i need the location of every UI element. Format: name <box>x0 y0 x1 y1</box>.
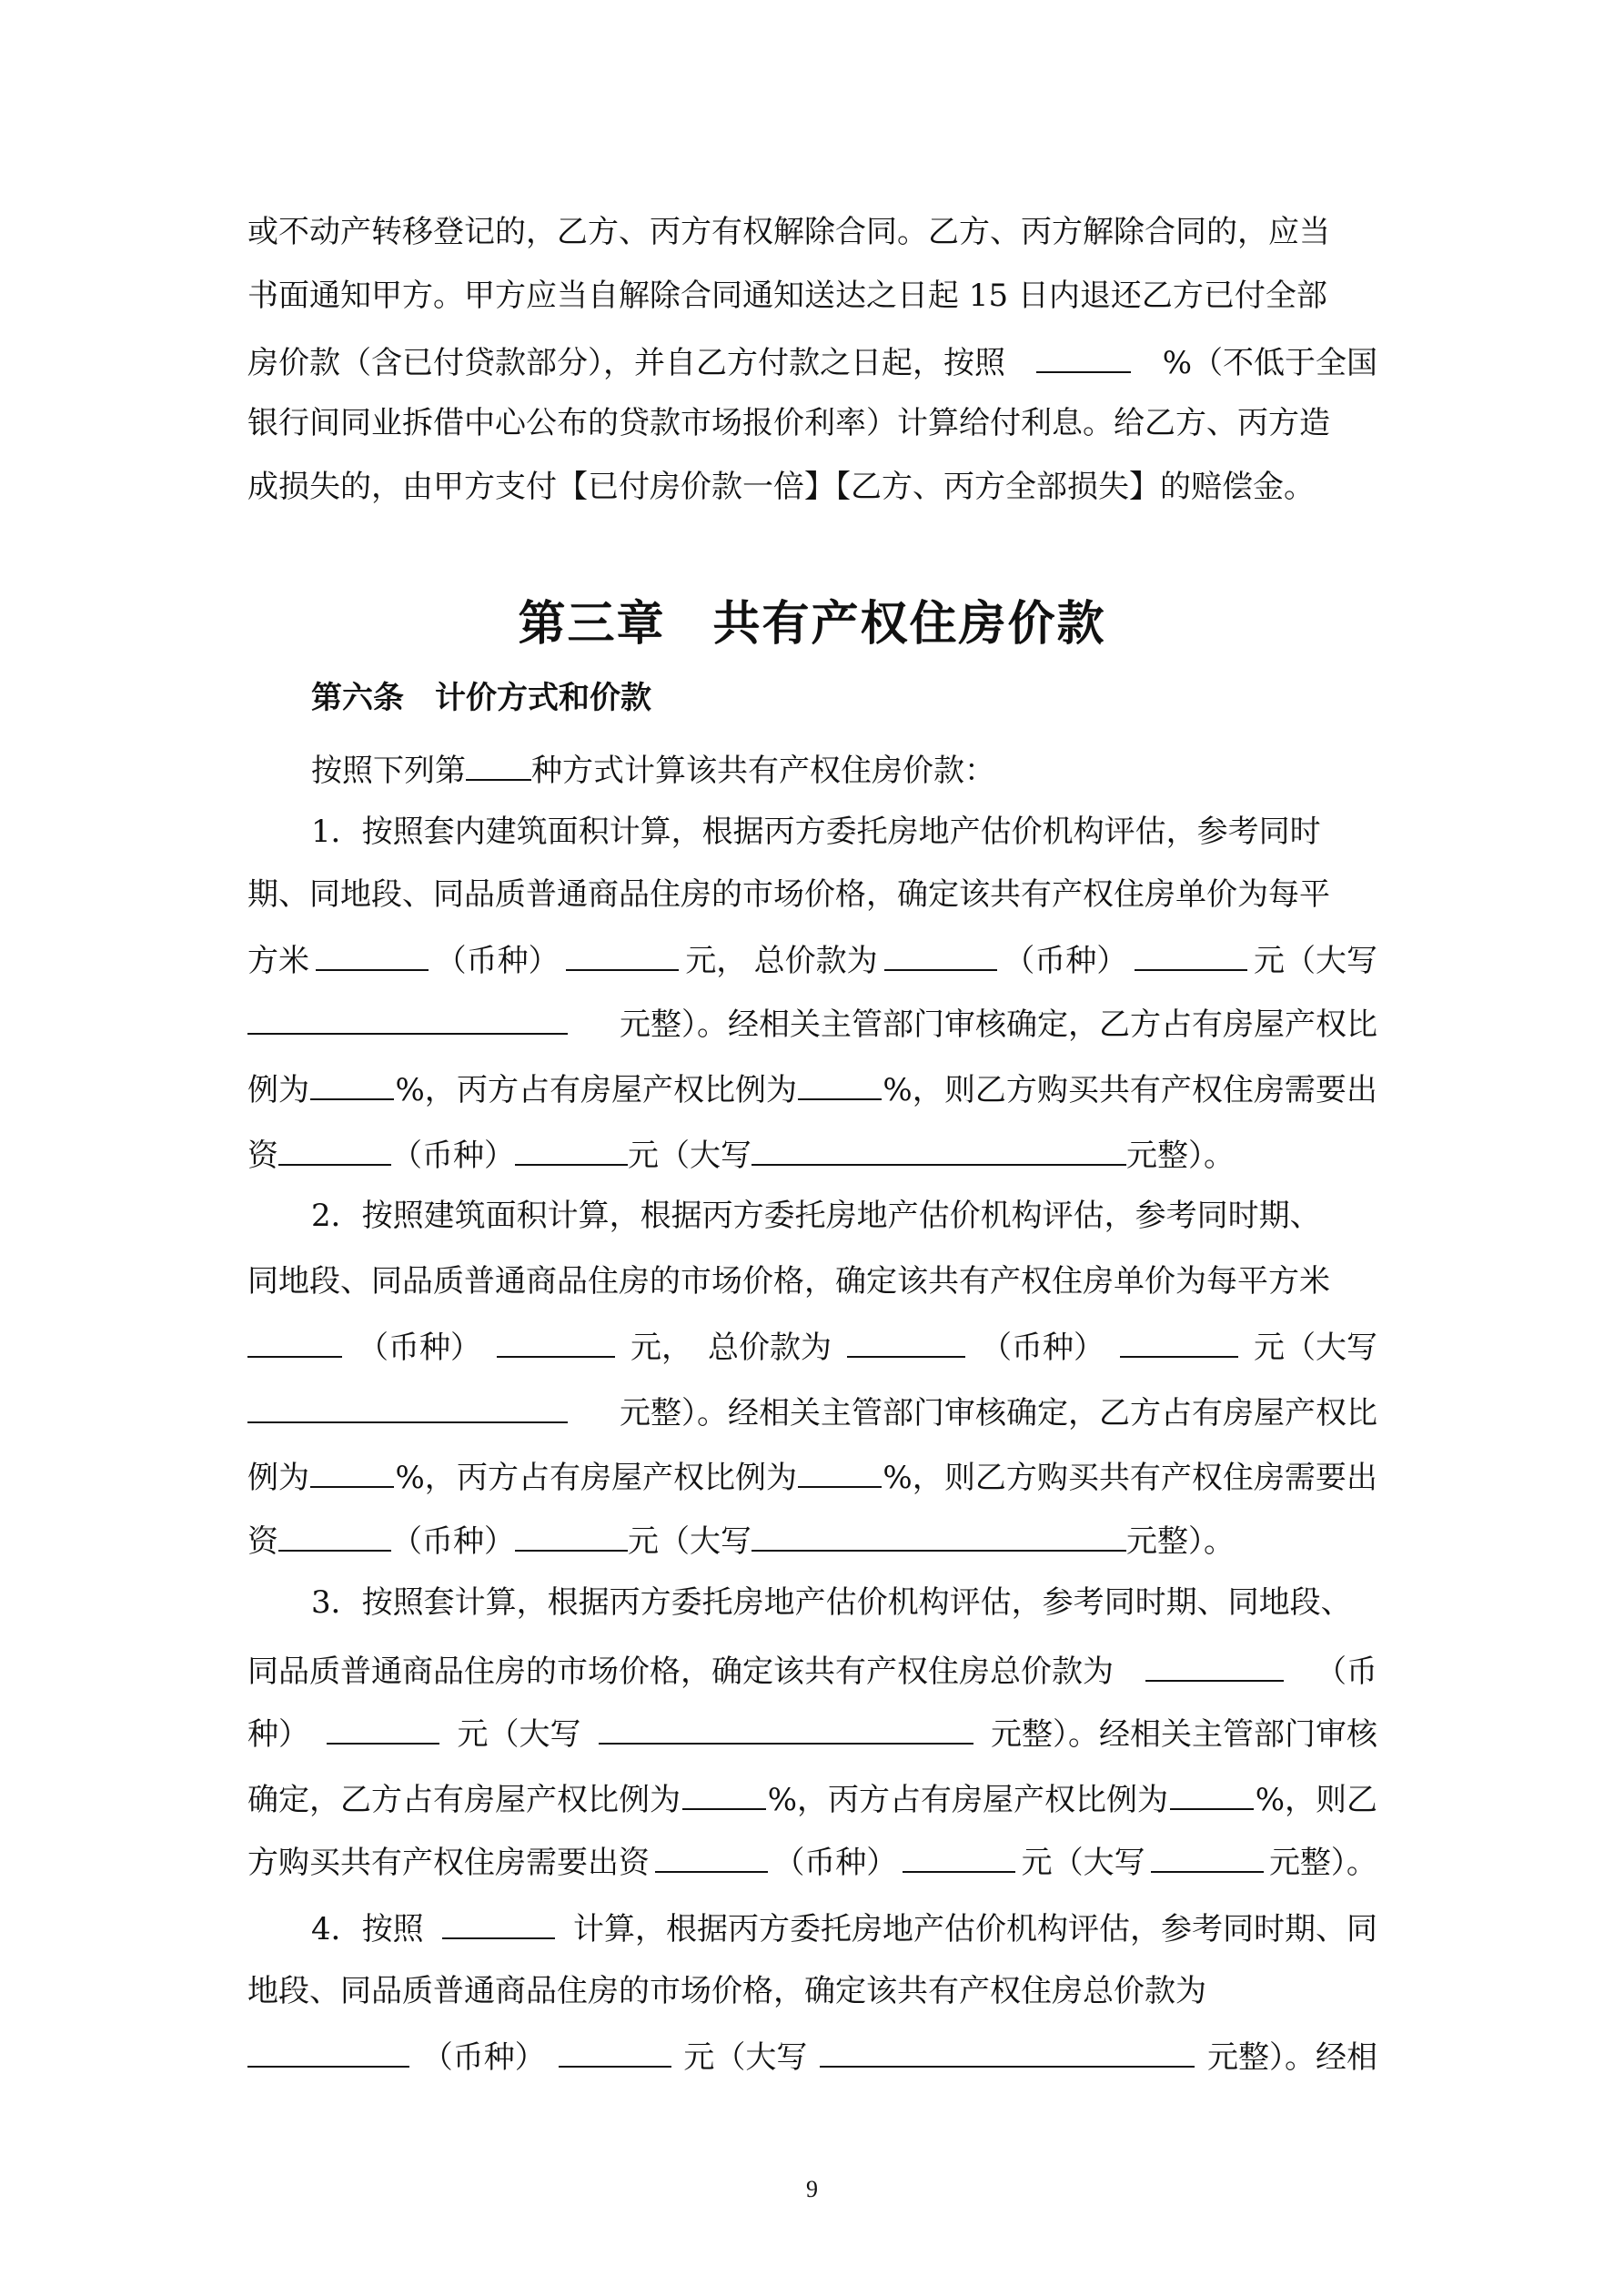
item-3-line <box>247 1708 1377 1754</box>
text: （币种） <box>773 1845 898 1881</box>
text: %，丙方占有房屋产权比例为 <box>767 1782 1168 1818</box>
text: 丙方占有房屋产权比例为 <box>456 1460 797 1496</box>
text: 元（大写 <box>628 1523 751 1560</box>
total-price-currency-blank[interactable] <box>247 2031 409 2068</box>
text: （币种） <box>391 1138 515 1174</box>
text: 元（大写 <box>683 2039 808 2076</box>
text: %，则乙 <box>1255 1782 1377 1818</box>
item-1-line <box>247 998 1377 1044</box>
text: 元整）。经相关主管部门审核 <box>991 1716 1377 1753</box>
paragraph-line <box>247 400 1377 446</box>
text: 元整）。 <box>1126 1138 1235 1174</box>
text: 元整）。 <box>1268 1845 1377 1881</box>
text: 元整）。经相关主管部门审核确定，乙方占有房屋产权比 <box>620 1006 1377 1043</box>
text: 3．按照套计算，根据丙方委托房地产估价机构评估，参考同时期、同地段、 <box>311 1584 1352 1621</box>
text: 方米 <box>247 943 309 979</box>
yi-share-blank[interactable] <box>310 1451 394 1488</box>
total-price-currency-blank[interactable] <box>884 935 997 971</box>
text: 2．按照建筑面积计算，根据丙方委托房地产估价机构评估，参考同时期、 <box>311 1198 1321 1234</box>
page-number: 9 <box>806 2176 818 2202</box>
item-2-line <box>247 1321 1377 1367</box>
item-1-line <box>311 809 1377 855</box>
unit-price-currency-blank[interactable] <box>247 1321 342 1358</box>
text: 房价款（含已付贷款部分），并自乙方付款之日起，按照 <box>247 345 1005 381</box>
item-1-line <box>247 872 1377 917</box>
total-price-amount-blank[interactable] <box>327 1708 439 1745</box>
text: 银行间同业拆借中心公布的贷款市场报价利率）计算给付利息。给乙方、丙方造 <box>247 405 1330 441</box>
chapter-heading <box>0 595 1624 653</box>
text: 确定，乙方占有房屋产权比例为 <box>247 1782 681 1818</box>
text: 元整）。经相关主管部门审核确定，乙方占有房屋产权比 <box>620 1395 1377 1431</box>
total-price-words-blank[interactable] <box>247 1387 568 1423</box>
item-2-line <box>247 1451 1377 1497</box>
text: 方购买共有产权住房需要出资 <box>247 1845 650 1881</box>
investment-words-blank[interactable] <box>751 1129 1126 1166</box>
unit-price-amount-blank[interactable] <box>566 935 679 971</box>
text: 则乙方购买共有产权住房需要出 <box>943 1072 1377 1108</box>
article-number: 第六条 <box>311 680 404 716</box>
text: 或不动产转移登记的，乙方、丙方有权解除合同。乙方、丙方解除合同的，应当 <box>247 214 1330 250</box>
interest-rate-blank[interactable] <box>1036 337 1131 373</box>
investment-currency-blank[interactable] <box>655 1836 768 1873</box>
item-4-line <box>311 1903 1377 1948</box>
text: （币种） <box>358 1330 481 1366</box>
text: 总价款为 <box>753 943 878 979</box>
article-title: 计价方式和价款 <box>435 680 651 716</box>
investment-words-blank[interactable] <box>1151 1836 1264 1873</box>
text: 期、同地段、同品质普通商品住房的市场价格，确定该共有产权住房单价为每平 <box>247 876 1330 913</box>
text: （币种） <box>435 943 560 979</box>
text: （币种） <box>421 2039 546 2076</box>
text: 例为 <box>247 1072 309 1108</box>
investment-amount-blank[interactable] <box>515 1129 628 1166</box>
paragraph-line <box>247 464 1377 510</box>
item-3-line <box>247 1836 1377 1882</box>
text: 元， <box>685 943 748 979</box>
text: 种） <box>247 1716 309 1753</box>
method-choice-blank[interactable] <box>466 744 531 781</box>
paragraph-line <box>247 337 1377 382</box>
text: %（不低于全国 <box>1162 345 1377 381</box>
text: 元（大写 <box>1021 1845 1145 1881</box>
investment-currency-blank[interactable] <box>278 1129 391 1166</box>
total-price-words-blank[interactable] <box>820 2031 1195 2068</box>
item-1-line <box>247 1129 1377 1175</box>
text: 丙方占有房屋产权比例为 <box>456 1072 797 1108</box>
yi-share-blank[interactable] <box>310 1064 394 1100</box>
text: 资 <box>247 1523 278 1560</box>
total-price-words-blank[interactable] <box>247 998 568 1035</box>
text: 元（大写 <box>1254 1330 1377 1366</box>
text: 种方式计算该共有产权住房价款： <box>531 753 995 789</box>
total-price-amount-blank[interactable] <box>559 2031 671 2068</box>
text: （币 <box>1316 1654 1377 1690</box>
total-price-amount-blank[interactable] <box>1135 935 1247 971</box>
text: 计算，根据丙方委托房地产估价机构评估，参考同时期、同 <box>572 1911 1377 1947</box>
text: 元（大写 <box>628 1138 751 1174</box>
total-price-amount-blank[interactable] <box>1120 1321 1238 1358</box>
text: 元（大写 <box>1253 943 1377 979</box>
total-price-words-blank[interactable] <box>599 1708 973 1745</box>
investment-amount-blank[interactable] <box>515 1515 628 1552</box>
text: （币种） <box>981 1330 1105 1366</box>
text: %， <box>883 1460 943 1496</box>
item-3-line <box>311 1580 1377 1625</box>
text: %， <box>395 1460 456 1496</box>
item-1-line <box>247 1064 1377 1109</box>
text: 例为 <box>247 1460 309 1496</box>
text: 元整）。经相 <box>1206 2039 1377 2076</box>
total-price-blank[interactable] <box>1145 1645 1284 1682</box>
text: 总价款为 <box>708 1330 832 1366</box>
item-2-line <box>311 1193 1377 1239</box>
item-3-line <box>247 1645 1377 1691</box>
item-4-line <box>247 1968 1377 2014</box>
text: 1．按照套内建筑面积计算，根据丙方委托房地产估价机构评估，参考同时 <box>311 814 1321 850</box>
item-1-line <box>247 935 1377 980</box>
text: 同地段、同品质普通商品住房的市场价格，确定该共有产权住房单价为每平方米 <box>247 1263 1330 1300</box>
text: 同品质普通商品住房的市场价格，确定该共有产权住房总价款为 <box>247 1654 1114 1690</box>
article-heading <box>311 675 651 721</box>
intro-line <box>311 744 1377 790</box>
pricing-method-blank[interactable] <box>442 1903 555 1939</box>
item-4-line <box>247 2031 1377 2077</box>
text: %， <box>395 1072 456 1108</box>
text: （币种） <box>391 1523 515 1560</box>
bing-share-blank[interactable] <box>1170 1774 1254 1810</box>
bing-share-blank[interactable] <box>798 1064 882 1100</box>
total-price-currency-blank[interactable] <box>847 1321 965 1358</box>
item-2-line <box>247 1387 1377 1432</box>
text: 成损失的，由甲方支付【已付房价款一倍】【乙方、丙方全部损失】的赔偿金。 <box>247 469 1315 505</box>
text: 元， <box>630 1330 692 1366</box>
text: 资 <box>247 1138 278 1174</box>
yi-share-blank[interactable] <box>682 1774 766 1810</box>
text: 按照下列第 <box>311 753 466 789</box>
text: 地段、同品质普通商品住房的市场价格，确定该共有产权住房总价款为 <box>247 1973 1206 2009</box>
item-3-line <box>247 1774 1377 1819</box>
text: （币种） <box>1004 943 1128 979</box>
bing-share-blank[interactable] <box>798 1451 882 1488</box>
item-2-line <box>247 1515 1377 1561</box>
investment-currency-blank[interactable] <box>278 1515 391 1552</box>
item-2-line <box>247 1259 1377 1304</box>
unit-price-currency-blank[interactable] <box>316 935 429 971</box>
text: 则乙方购买共有产权住房需要出 <box>943 1460 1377 1496</box>
chapter-title: 共有产权住房价款 <box>712 597 1106 652</box>
chapter-number: 第三章 <box>518 597 666 652</box>
paragraph-line <box>247 273 1377 319</box>
investment-words-blank[interactable] <box>751 1515 1126 1552</box>
unit-price-amount-blank[interactable] <box>497 1321 615 1358</box>
investment-amount-blank[interactable] <box>903 1836 1015 1873</box>
text: %， <box>883 1072 943 1108</box>
paragraph-line <box>247 209 1377 255</box>
text: 元（大写 <box>457 1716 581 1753</box>
text: 元整）。 <box>1126 1523 1235 1560</box>
text: 4．按照 <box>311 1911 424 1947</box>
text: 书面通知甲方。甲方应当自解除合同通知送达之日起 15 日内退还乙方已付全部 <box>247 278 1327 314</box>
